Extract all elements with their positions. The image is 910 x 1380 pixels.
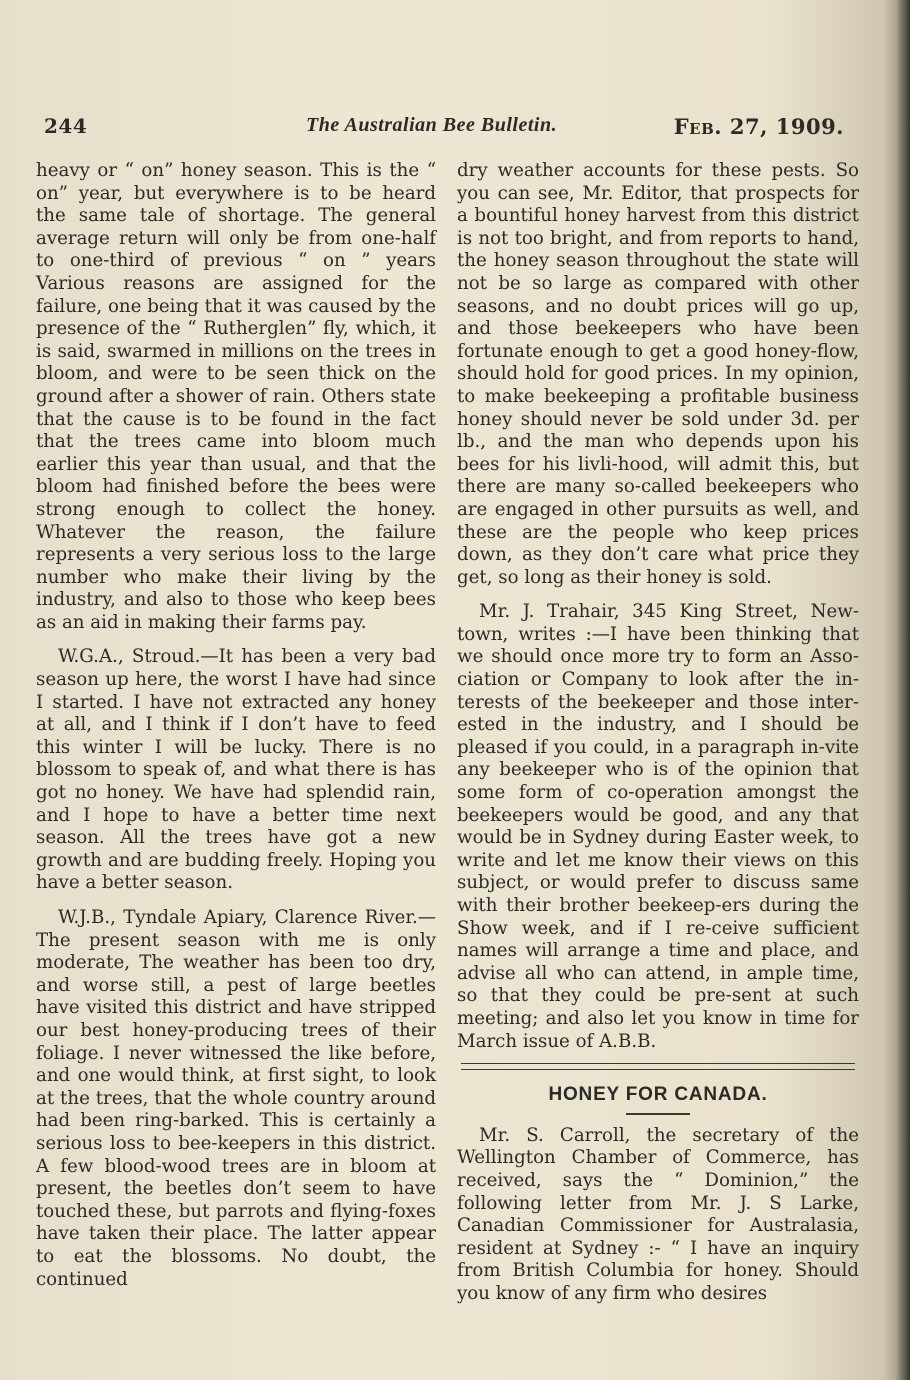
page-number: 244	[44, 114, 88, 138]
paragraph-honey-for-canada: Mr. S. Carroll, the secretary of the Wellington Chamber of Commerce, has received, says the “ Dominion,” the following letter from Mr. J. S Larke, Canadian Commissioner for Australasia, resident at Sydney :- “ I have an inquiry from British Columbia for honey. Should you know of any firm who desires	[457, 1124, 859, 1304]
heading-underline	[626, 1113, 690, 1115]
right-column	[457, 160, 859, 1306]
paragraph-trahair-letter: Mr. J. Trahair, 345 King Street, New-town, writes :—I have been thinking that we should once more try to form an Asso-ciation or Company to look after the in-terests of the beekeeper and those inter-ested in the industry, and I should be pleased if you could, in a paragraph in-vite any beekeeper who is of the opinion that some form of co-operation amongst the beekeepers would be good, and any that would be in Sydney during Easter week, to write and let me know their views on this subject, or would prefer to discuss same with their brother beekeep-ers during the Show week, and if I re-ceive sufficient names will arrange a time and place, and advise all who can attend, in ample time, so that they could be pre-sent at such meeting; and also let you know in time for March issue of A.B.B.	[457, 601, 859, 1052]
paragraph-dry-weather: dry weather accounts for these pests. So you can see, Mr. Editor, that prospects for a bountiful honey harvest from this district is not too bright, and from reports to hand, the honey season throughout the state will not be so large as compared with other seasons, and no doubt prices will go up, and those beekeepers who have been fortunate enough to get a good honey-flow, should hold for good prices. In my opinion, to make beekeeping a profitable business honey should never be sold under 3d. per lb., and the man who depends upon his bees for his livli-hood, will admit this, but there are many so-called beekeepers who are engaged in other pursuits as well, and these are the people who keep prices down, as they don’t care what price they get, so long as their honey is sold.	[457, 160, 859, 588]
left-column	[36, 160, 436, 1291]
paragraph-season-report: heavy or “ on” honey season. This is the “ on” year, but everywhere is to be heard the same tale of shortage. The general average return will only be from one-half to one-third of previous “ on ” years Various reasons are assigned for the failure, one being that it was caused by the presence of the “ Rutherglen” fly, which, it is said, swarmed in millions on the trees in bloom, and were to be seen thick on the ground after a shower of rain. Others state that the cause is to be found in the fact that the trees came into bloom much earlier this year than usual, and that the bloom had finished before the bees were strong enough to collect the honey. Whatever the reason, the failure represents a very serious loss to the large number who make their living by the industry, and also to those who keep bees as an aid in making their farms pay.	[36, 160, 436, 633]
publication-title: The Australian Bee Bulletin.	[306, 114, 558, 136]
binding-edge-shadow	[896, 0, 910, 1380]
section-divider	[461, 1063, 855, 1070]
section-heading: HONEY FOR CANADA.	[548, 1084, 768, 1106]
issue-date: Feb. 27, 1909.	[673, 114, 844, 139]
paragraph-wga-stroud: W.G.A., Stroud.—It has been a very bad season up here, the worst I have had since I started. I have not extracted any honey at all, and I think if I don’t have to feed this winter I will be lucky. There is no blossom to speak of, and what there is has got no honey. We have had splendid rain, and I hope to have a better time next season. All the trees have got a new growth and are budding freely. Hoping you have a better season.	[36, 646, 436, 894]
running-header	[44, 114, 844, 144]
paragraph-wjb-tyndale: W.J.B., Tyndale Apiary, Clarence River.— The present season with me is only moderate, The weather has been too dry, and worse still, a pest of large beetles have visited this district and have stripped our best honey-producing trees of their foliage. I never witnessed the like before, and one would think, at first sight, to look at the trees, that the whole country around had been ring-barked. This is certainly a serious loss to bee-keepers in this district. A few blood-wood trees are in bloom at present, the beetles don’t seem to have touched these, but parrots and flying-foxes have taken their place. The latter appear to eat the blossoms. No doubt, the continued	[36, 907, 436, 1290]
